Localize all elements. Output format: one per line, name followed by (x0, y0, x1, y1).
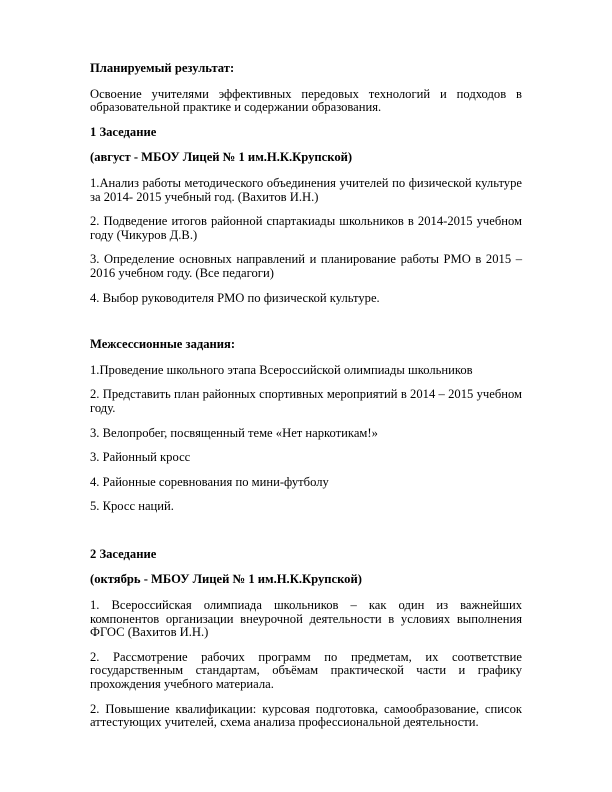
result-text: Освоение учителями эффективных передовых технологий и подходов в образовательной практике и содержании образования. (90, 86, 522, 115)
intersession-item: 3. Велопробег, посвященный теме «Нет наркотикам!» (90, 425, 378, 440)
intersession-heading: Межсессионные задания: (90, 337, 236, 352)
intersession-item: 1.Проведение школьного этапа Всероссийской олимпиады школьников (90, 362, 473, 377)
section-gap (90, 525, 522, 548)
session1-item: 4. Выбор руководителя РМО по физической культуре. (90, 290, 380, 305)
session1-item: 1.Анализ работы методического объединения учителей по физической культуре за 2014- 2015 учебный год. (Вахитов И.Н.) (90, 175, 522, 204)
intersession-item: 4. Районные соревнования по мини-футболу (90, 474, 329, 489)
section-gap (90, 316, 522, 338)
session1-item: 2. Подведение итогов районной спартакиады школьников в 2014-2015 учебном году (Чикуров Д.В.) (90, 214, 522, 242)
session2-title: 2 Заседание (90, 546, 157, 561)
session2-subtitle: (октябрь - МБОУ Лицей № 1 им.Н.К.Крупской) (90, 572, 362, 587)
intersession-item: 3. Районный кросс (90, 450, 191, 465)
intersession-item: 5. Кросс наций. (90, 499, 174, 514)
session1-title: 1 Заседание (90, 124, 157, 139)
session1-item: 3. Определение основных направлений и планирование работы РМО в 2015 – 2016 учебном году. (Все педагоги) (90, 252, 522, 280)
document-body (90, 62, 522, 741)
session2-item: 2. Повышение квалификации: курсовая подготовка, самообразование, список аттестующих учителей, схема анализа профессиональной деятельности. (90, 701, 522, 730)
session2-item: 1. Всероссийская олимпиада школьников – как один из важнейших компонентов организации внеурочной деятельности в условиях выполнения ФГОС (Вахитов И.Н.) (90, 598, 522, 640)
session2-item: 2. Рассмотрение рабочих программ по предметам, их соответствие государственным стандартам, объёмам практической части и графику прохождения учебного материала. (90, 649, 522, 692)
result-heading: Планируемый результат: (90, 61, 235, 75)
intersession-item: 2. Представить план районных спортивных мероприятий в 2014 – 2015 учебном году. (90, 387, 522, 415)
session1-subtitle: (август - МБОУ Лицей № 1 им.Н.К.Крупской) (90, 150, 353, 165)
